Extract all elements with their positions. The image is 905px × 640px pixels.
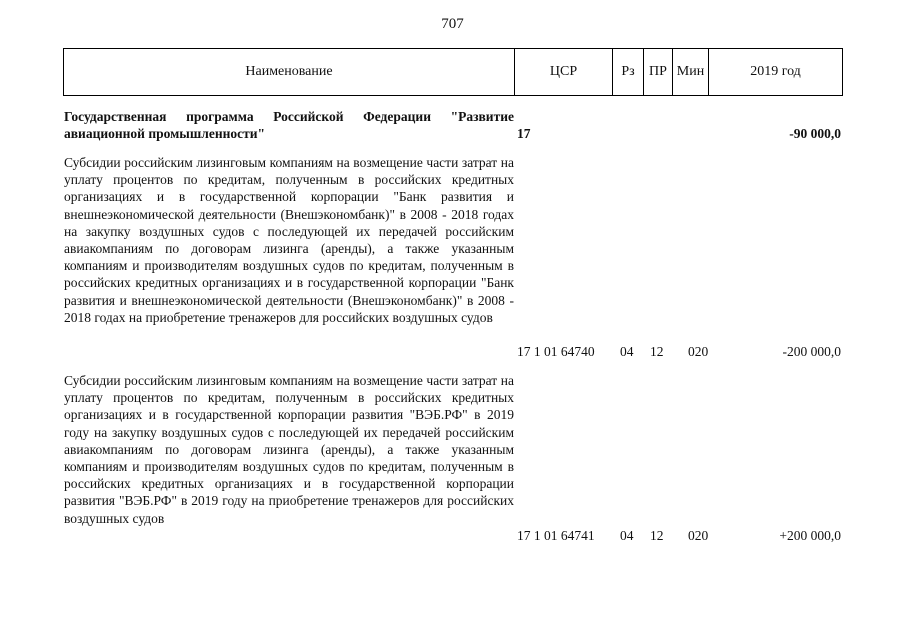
table-row — [0, 154, 905, 360]
row-name: Субсидии российским лизинговым компаниям на возмещение части затрат на уплату процентов по кредитам, полученным в российских кредитных организациях и в государственной корпорации развития "ВЭБ.РФ" в 2019 году на закупку воздушных судов с последующей их передачей российским авиакомпаниям по договорам лизинга (аренды), а также указанным компаниям и производителям воздушных судов по кредитам, полученным в российских кредитных организациях и в государственной корпорации развития "ВЭБ.РФ" в 2019 году на приобретение тренажеров для российских воздушных судов — [64, 373, 514, 526]
row-csr: 17 1 01 64740 — [517, 343, 595, 359]
row-csr: 17 1 01 64741 — [517, 527, 595, 543]
row-csr: 17 — [517, 125, 531, 141]
row-min: 020 — [688, 527, 709, 543]
table-row — [0, 108, 905, 142]
header-pr: ПР — [643, 49, 672, 95]
table-header — [63, 48, 843, 96]
header-rz: Рз — [612, 49, 643, 95]
row-pr: 12 — [650, 527, 664, 543]
table-row — [0, 372, 905, 544]
header-csr: ЦСР — [514, 49, 612, 95]
header-min: Мин — [672, 49, 708, 95]
row-pr: 12 — [650, 343, 664, 359]
row-name: Государственная программа Российской Федерации "Развитие авиационной промышленности" — [64, 109, 514, 142]
row-sum: -90 000,0 — [789, 125, 841, 141]
row-sum: +200 000,0 — [779, 527, 841, 543]
row-sum: -200 000,0 — [782, 343, 841, 359]
row-rz: 04 — [620, 343, 634, 359]
header-year: 2019 год — [708, 49, 842, 95]
row-name: Субсидии российским лизинговым компаниям на возмещение части затрат на уплату процентов по кредитам, полученным в российских кредитных организациях и в государственной корпорации "Банк развития и внешнеэкономической деятельности (Внешэкономбанк)" в 2008 - 2018 годах на закупку воздушных судов с последующей их передачей российским авиакомпаниям по договорам лизинга (аренды), а также указанным компаниям и производителям воздушных судов по кредитам, полученным в российских кредитных организациях и в государственной корпорации "Банк развития и внешнеэкономической деятельности (Внешэкономбанк)" в 2008 - 2018 годах на приобретение тренажеров для российских воздушных судов — [64, 155, 514, 325]
page-number: 707 — [441, 16, 464, 32]
header-name: Наименование — [245, 64, 333, 79]
row-rz: 04 — [620, 527, 634, 543]
row-min: 020 — [688, 343, 709, 359]
